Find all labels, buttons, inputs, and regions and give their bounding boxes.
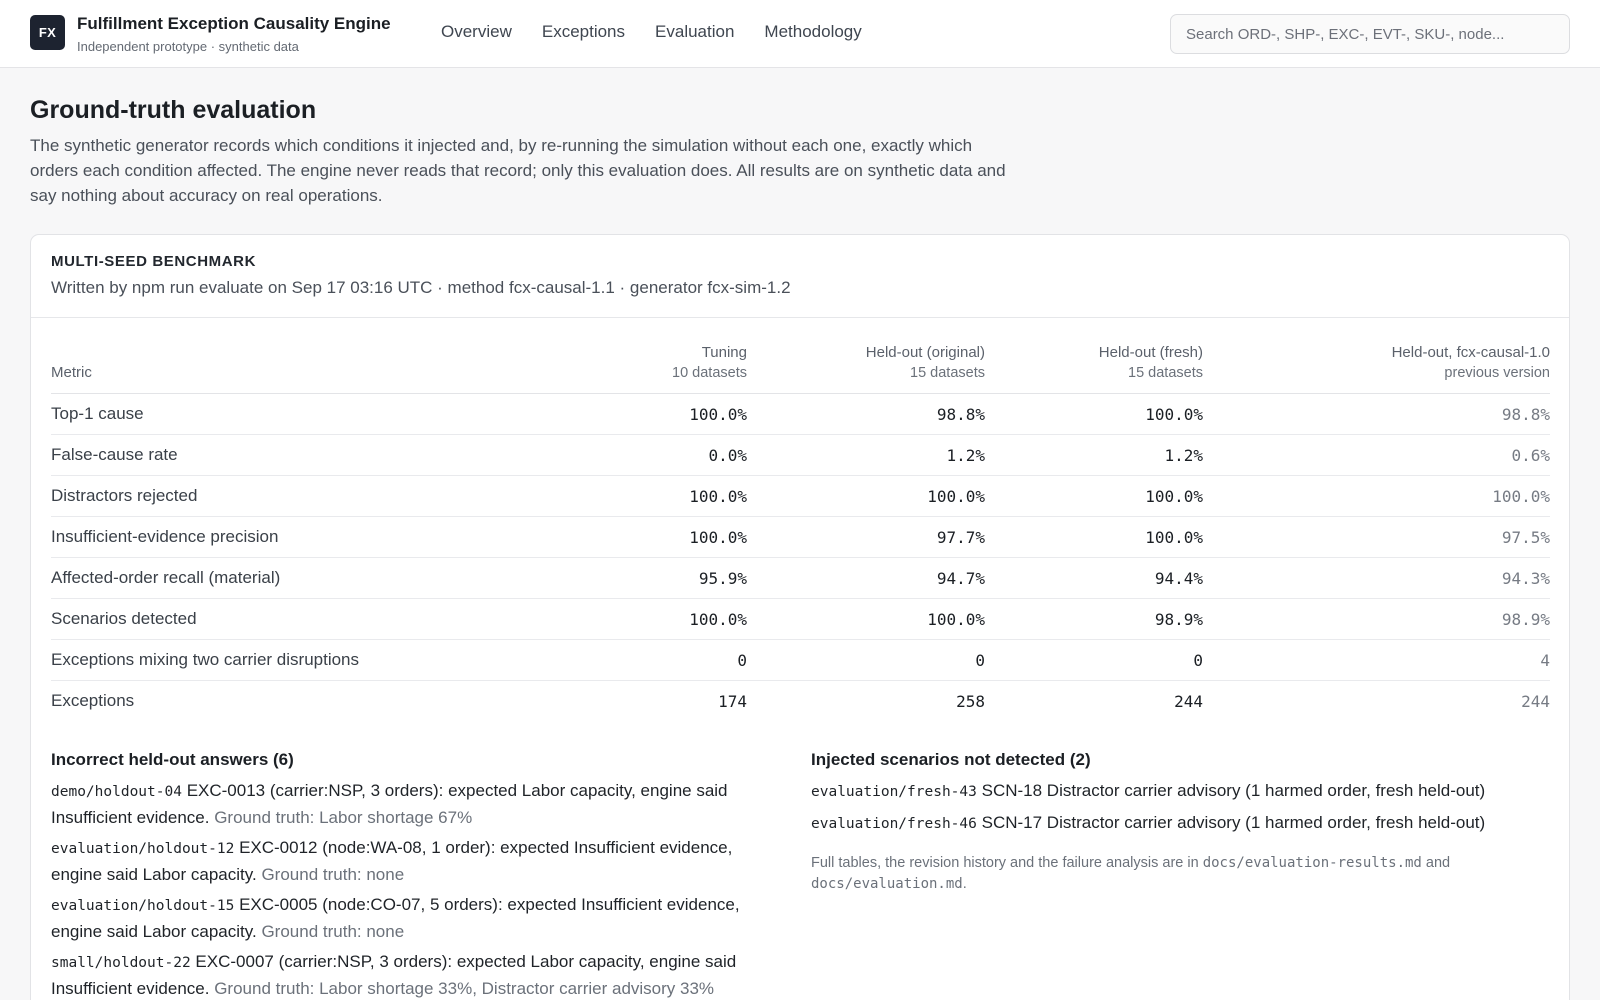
error-text: EXC-0007 (carrier:NSP, 3 orders): expected Labor capacity, engine said Insufficient evidence. [51, 952, 737, 998]
list-item [51, 949, 786, 1000]
col-heldout-fresh: Held-out (fresh) 15 datasets [985, 335, 1203, 394]
docs-footnote [811, 853, 1551, 895]
value-heldout-fresh: 100.0% [985, 476, 1203, 517]
table-row [51, 599, 1550, 640]
value-heldout-previous: 4 [1203, 640, 1550, 681]
app-title: Fulfillment Exception Causality Engine [77, 14, 391, 33]
list-item [51, 892, 786, 944]
footnote-text: Full tables, the revision history and the failure analysis are in [811, 855, 1199, 871]
table-row [51, 681, 1550, 722]
value-heldout-previous: 94.3% [1203, 558, 1550, 599]
dataset-id: small/holdout-22 [51, 955, 191, 971]
card-meta: Written by npm run evaluate on Sep 17 03:16 UTC · method fcx-causal-1.1 · generator fcx-sim-1.2 [51, 278, 791, 297]
metric-name: Exceptions [51, 691, 135, 711]
value-tuning: 95.9% [531, 558, 747, 599]
search-input[interactable] [1170, 14, 1570, 54]
ground-truth: Ground truth: Labor shortage 67% [214, 808, 473, 827]
value-heldout-original: 258 [956, 691, 985, 711]
value-heldout-fresh: 100.0% [985, 394, 1203, 435]
table-row [51, 517, 1550, 558]
app-logo[interactable]: FX [30, 15, 65, 50]
dataset-id: demo/holdout-04 [51, 784, 182, 800]
dataset-id: evaluation/holdout-15 [51, 898, 235, 914]
value-heldout-previous: 97.5% [1203, 517, 1550, 558]
value-heldout-original: 1.2% [747, 435, 985, 476]
dataset-id: evaluation/holdout-12 [51, 841, 235, 857]
benchmark-table [51, 335, 1550, 722]
value-tuning: 100.0% [531, 599, 747, 640]
value-heldout-original: 97.7% [747, 517, 985, 558]
value-heldout-previous: 0.6% [1203, 435, 1550, 476]
footnote-and: and [1425, 855, 1451, 871]
list-item [811, 810, 1551, 837]
value-heldout-fresh: 98.9% [985, 599, 1203, 640]
col-heldout-original: Held-out (original) 15 datasets [747, 335, 985, 394]
list-item [51, 778, 786, 830]
metric-name: Insufficient-evidence precision [51, 517, 531, 558]
value-heldout-fresh: 0 [985, 640, 1203, 681]
value-tuning: 100.0% [531, 517, 747, 558]
scenario-text: SCN-18 Distractor carrier advisory (1 harmed order, fresh held-out) [981, 781, 1486, 800]
incorrect-answers-title: Incorrect held-out answers (6) [51, 750, 294, 769]
error-text: EXC-0013 (carrier:NSP, 3 orders): expected Labor capacity, engine said Insufficient evidence. [51, 781, 728, 827]
value-heldout-original: 100.0% [747, 599, 985, 640]
value-heldout-previous: 98.9% [1203, 599, 1550, 640]
value-heldout-original: 98.8% [747, 394, 985, 435]
value-heldout-fresh: 244 [1174, 691, 1203, 711]
value-tuning: 100.0% [531, 394, 747, 435]
error-text: EXC-0012 (node:WA-08, 1 order): expected Insufficient evidence, engine said Labor capacity. [51, 838, 733, 884]
value-tuning: 0.0% [531, 435, 747, 476]
metric-name: Scenarios detected [51, 599, 531, 640]
footnote-end: . [962, 876, 967, 892]
dataset-id: evaluation/fresh-46 [811, 816, 977, 832]
table-row [51, 476, 1550, 517]
value-heldout-previous: 100.0% [1203, 476, 1550, 517]
table-row [51, 640, 1550, 681]
list-item [811, 778, 1551, 805]
col-metric: Metric [51, 335, 531, 394]
doc-file-results: docs/evaluation-results.md [1202, 855, 1422, 871]
list-item [51, 835, 786, 887]
table-header-row [51, 335, 1550, 394]
error-text: EXC-0005 (node:CO-07, 5 orders): expected Insufficient evidence, engine said Labor capacity. [51, 895, 740, 941]
value-heldout-previous: 244 [1521, 691, 1550, 711]
value-heldout-previous: 98.8% [1203, 394, 1550, 435]
nav-evaluation[interactable]: Evaluation [655, 22, 735, 41]
dataset-id: evaluation/fresh-43 [811, 784, 977, 800]
value-heldout-original: 94.7% [747, 558, 985, 599]
page-intro: The synthetic generator records which conditions it injected and, by re-running the simulation without each one, exactly which orders each condition affected. The engine never reads that record; only this evaluation does. All results are on synthetic data and say nothing about accuracy on real operations. [30, 136, 1006, 205]
top-bar [0, 0, 1600, 68]
undetected-scenarios-section [811, 750, 1551, 895]
metric-name: Top-1 cause [51, 394, 531, 435]
table-row [51, 435, 1550, 476]
value-tuning: 100.0% [531, 476, 747, 517]
main-nav [441, 22, 862, 42]
nav-methodology[interactable]: Methodology [764, 22, 862, 41]
undetected-scenarios-title: Injected scenarios not detected (2) [811, 750, 1091, 769]
doc-file-evaluation: docs/evaluation.md [811, 876, 963, 892]
value-heldout-original: 0 [747, 640, 985, 681]
metric-name: Exceptions mixing two carrier disruptions [51, 640, 531, 681]
page-title: Ground-truth evaluation [30, 96, 317, 124]
table-row [51, 394, 1550, 435]
col-heldout-previous: Held-out, fcx-causal-1.0 previous version [1203, 335, 1550, 394]
card-header [31, 235, 1569, 318]
nav-exceptions[interactable]: Exceptions [541, 22, 626, 41]
value-heldout-fresh: 100.0% [985, 517, 1203, 558]
metric-name: Distractors rejected [51, 476, 531, 517]
ground-truth: Ground truth: none [261, 865, 405, 884]
nav-overview[interactable]: Overview [441, 22, 512, 41]
value-heldout-original: 100.0% [747, 476, 985, 517]
metric-name: False-cause rate [51, 435, 531, 476]
ground-truth: Ground truth: none [261, 922, 405, 941]
card-kicker: MULTI-SEED BENCHMARK [51, 253, 257, 270]
incorrect-answers-section [51, 750, 786, 1000]
scenario-text: SCN-17 Distractor carrier advisory (1 harmed order, fresh held-out) [981, 813, 1486, 832]
metric-name: Affected-order recall (material) [51, 558, 531, 599]
value-tuning: 0 [531, 640, 747, 681]
benchmark-card [30, 234, 1570, 1000]
value-heldout-fresh: 94.4% [985, 558, 1203, 599]
col-tuning: Tuning 10 datasets [531, 335, 747, 394]
value-tuning: 174 [718, 691, 747, 711]
app-subtitle: Independent prototype · synthetic data [77, 39, 299, 54]
value-heldout-fresh: 1.2% [985, 435, 1203, 476]
ground-truth: Ground truth: Labor shortage 33%, Distractor carrier advisory 33% [214, 979, 715, 998]
table-row [51, 558, 1550, 599]
